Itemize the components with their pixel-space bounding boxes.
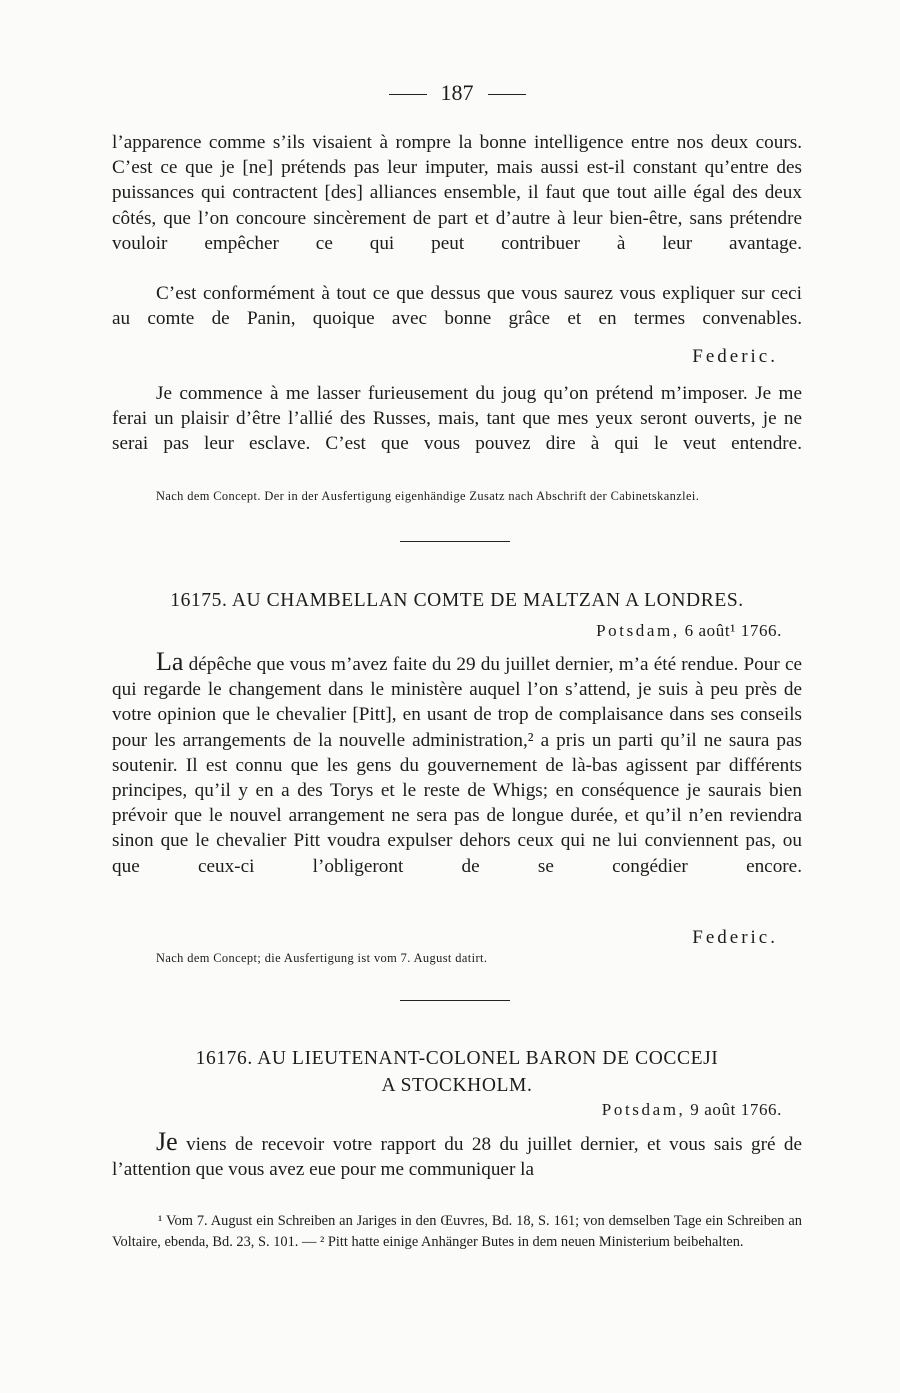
signature-federic-1: Federic.	[692, 346, 778, 367]
paragraph-2: C’est conformément à tout ce que dessus que vous saurez vous expliquer sur ceci au comte de Panin, quoique avec bonne grâce et en termes convenables.	[112, 283, 802, 330]
source-note-1: Nach dem Concept. Der in der Ausfertigung eigenhändige Zusatz nach Abschrift der Cabinetskanzlei.	[156, 489, 700, 503]
paragraph-1: l’apparence comme s’ils visaient à rompre la bonne intelligence entre nos deux cours. C’est ce que je [ne] prétends pas leur imputer, mais aussi est-il constant qu’entre des puissances qui contractent [des] alliances ensemble, il faut que tout aille égal des deux côtés, que l’on concoure sincèrement de part et d’autre à leur bien-être, sans prétendre vouloir empêcher ce qui peut contribuer à leur avantage.	[112, 132, 802, 254]
initial-letters: La	[156, 647, 184, 676]
footnotes	[112, 1211, 802, 1253]
right-dash	[488, 94, 526, 95]
letter-16176-paragraph	[112, 1129, 802, 1182]
page-number-header	[112, 80, 802, 106]
letter-16176-dateline	[602, 1100, 782, 1120]
postscript-paragraph: Je commence à me lasser furieusement du joug qu’on prétend m’imposer. Je me ferai un plaisir d’être l’allié des Russes, mais, tant que mes yeux seront ouverts, je ne serai pas leur esclave. C’est que vous pouvez dire à qui le veut entendre.	[112, 383, 802, 455]
letter-16175-dateline	[596, 621, 782, 641]
dateline-city: Potsdam,	[601, 1100, 686, 1119]
initial-letters: Je	[156, 1127, 178, 1156]
dateline-date: 9 août 1766.	[690, 1100, 782, 1119]
source-note-2: Nach dem Concept; die Ausfertigung ist vom 7. August datirt.	[156, 951, 488, 965]
letter-16176-text: viens de recevoir votre rapport du 28 du juillet dernier, et vous sais gré de l’attention que vous avez eue pour me communiquer la	[112, 1134, 802, 1181]
dateline-date: 6 août¹ 1766.	[684, 621, 782, 640]
left-dash	[389, 94, 427, 95]
source-note-1-block	[112, 489, 802, 504]
continued-letter	[112, 130, 802, 357]
letter-16175-paragraph	[112, 649, 802, 904]
dateline-city: Potsdam,	[596, 621, 680, 640]
signature-federic-2: Federic.	[692, 927, 778, 948]
letter-16176-body	[112, 1129, 802, 1182]
postscript-block	[112, 381, 802, 482]
section-divider-1	[400, 541, 510, 542]
letter-16175-heading: 16175. AU CHAMBELLAN COMTE DE MALTZAN A LONDRES.	[170, 590, 744, 611]
letter-16176-heading-line2: A STOCKHOLM.	[381, 1075, 533, 1096]
letter-16176-heading-line1: 16176. AU LIEUTENANT-COLONEL BARON DE COCCEJI	[195, 1048, 719, 1069]
page-number: 187	[440, 80, 474, 105]
source-note-2-block	[112, 951, 802, 966]
footnote-text: ¹ Vom 7. August ein Schreiben an Jariges in den Œuvres, Bd. 18, S. 161; von demselben Tage ein Schreiben an Voltaire, ebenda, Bd. 23, S. 101. — ² Pitt hatte einige Anhänger Butes in dem neuen Ministerium beibehalten.	[112, 1213, 802, 1250]
letter-16175-text: dépêche que vous m’avez faite du 29 du juillet dernier, m’a été rendue. Pour ce qui regarde le changement dans le ministère auquel l’on s’attend, je suis à peu près de votre opinion que le chevalier [Pitt], en usant de trop de complaisance dans ses conseils pour les arrangements de la nouvelle administration,² a pris un parti qu’il ne saura pas soutenir. Il est connu que les gens du gouvernement de là-bas agissent par différents principes, qu’il y en a des Torys et le reste de Whigs; en conséquence je saurais bien prévoir que le nouvel arrangement ne sera pas de longue durée, et qu’il n’en reviendra sinon que le chevalier Pitt voudra expulser dehors ceux qui ne lui conviennent pas, ou que ceux-ci l’obligeront de se congédier encore.	[112, 654, 802, 877]
letter-16175-body	[112, 649, 802, 904]
section-divider-2	[400, 1000, 510, 1001]
